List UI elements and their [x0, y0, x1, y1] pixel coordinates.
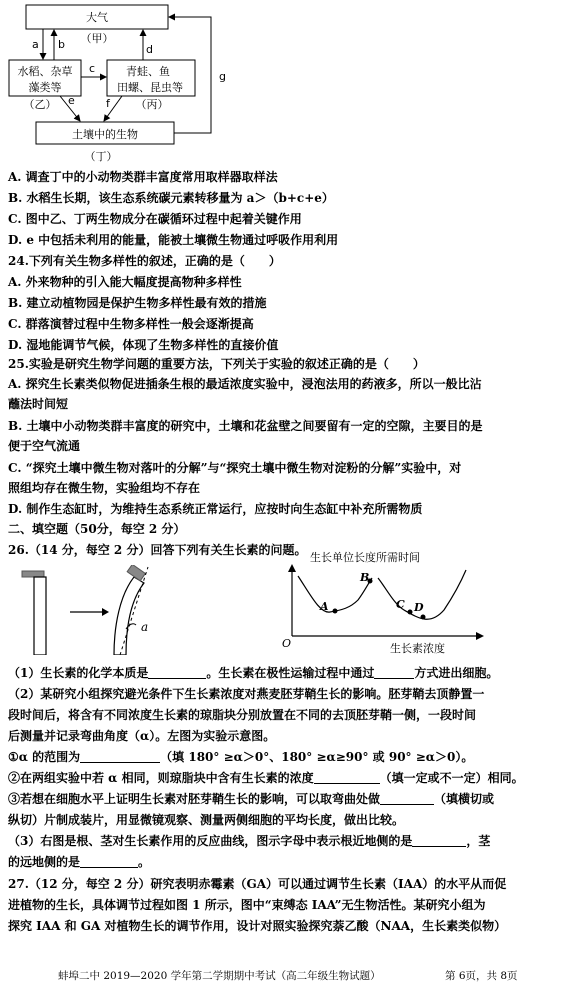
- answer-blank-alpha-range[interactable]: [80, 750, 160, 763]
- carbon-cycle-diagram: [0, 0, 260, 165]
- graph-y-axis-label: 生长单位长度所需时间: [310, 551, 420, 564]
- agar-block-left: [22, 571, 44, 577]
- q23-option-c: C. 图中乙、丁两生物成分在碳循环过程中起着关键作用: [8, 212, 302, 226]
- coleoptile-experiment-figure: [10, 565, 180, 655]
- atmosphere-tag: （甲）: [80, 32, 114, 45]
- q26-stem: 26.（14 分，每空 2 分）回答下列有关生长素的问题。: [8, 543, 307, 557]
- auxin-response-graph: [280, 548, 495, 658]
- graph-y-arrowhead: [288, 564, 296, 572]
- q26-sub1: [8, 750, 570, 765]
- graph-point-c: [408, 610, 413, 615]
- atmosphere-label: 大气: [86, 11, 108, 24]
- arrow-g: [169, 17, 211, 133]
- graph-point-c-label: C: [396, 598, 405, 611]
- q26-part3-text-d: 。: [138, 855, 151, 869]
- arrow-label-f: f: [106, 97, 110, 110]
- q26-sub1-text-a: ①α 的范围为: [8, 750, 81, 764]
- q26-part2-line3: 后测量并记录弯曲角度（α）。左图为实验示意图。: [8, 729, 276, 743]
- q26-sub2-text-b: （填一定或不一定）相同。: [379, 771, 524, 785]
- q25-option-c-line1: C. “探究土壤中微生物对落叶的分解”与“探究土壤中微生物对淀粉的分解”实验中，对: [8, 461, 462, 475]
- q26-part2-line1: （2）某研究小组探究避光条件下生长素浓度对燕麦胚芽鞘生长的影响。胚芽鞘去顶静置一: [8, 687, 485, 701]
- graph-origin-label: O: [282, 637, 292, 650]
- q25-option-b-line1: B. 土壤中小动物类群丰富度的研究中，土壤和花盆壁之间要留有一定的空隙，主要目的是: [8, 419, 483, 433]
- bent-coleoptile: [114, 577, 144, 655]
- straight-coleoptile: [34, 577, 46, 655]
- q24-option-c: C. 群落演替过程中生物多样性一般会逐渐提高: [8, 317, 254, 331]
- q26-part3-line2: [8, 855, 570, 870]
- q24-option-a: A. 外来物种的引入能大幅度提高物种多样性: [8, 275, 242, 289]
- consumers-tag: （丙）: [135, 98, 169, 111]
- graph-point-b-label: B: [360, 571, 370, 584]
- q24-option-b: B. 建立动植物园是保护生物多样性最有效的措施: [8, 296, 267, 310]
- arrow-label-c: c: [89, 62, 96, 75]
- q27-line2: 进植物的生长，具体调节过程如图 1 所示，图中“束缚态 IAA”无生物活性。某研究小组为: [8, 898, 486, 912]
- q25-option-d: D. 制作生态缸时，为维持生态系统正常运行，应按时向生态缸中补充所需物质: [8, 502, 423, 516]
- angle-alpha-label: a: [141, 620, 149, 634]
- q25-option-c-line2: 照组均存在微生物，实验组均不存在: [8, 481, 201, 495]
- q27-line3: 探究 IAA 和 GA 对植物生长的调节作用，设计对照实验探究萘乙酸（NAA，生长素类似物）: [8, 919, 507, 933]
- producers-label-2: 藻类等: [28, 81, 62, 94]
- arrow-label-e: e: [68, 94, 75, 107]
- producers-label-1: 水稻、杂草: [17, 65, 73, 78]
- q23-option-d: D. e 中包括未利用的能量，能被土壤微生物通过呼吸作用利用: [8, 233, 339, 247]
- soil-organisms-label: 土壤中的生物: [72, 128, 138, 141]
- answer-blank-section-type[interactable]: [380, 792, 434, 805]
- q26-part1-text-c: 方式进出细胞。: [414, 666, 499, 680]
- q25-option-a-line2: 蘸法时间短: [8, 397, 69, 411]
- q24-option-d: D. 湿地能调节气候，体现了生物多样性的直接价值: [8, 338, 279, 352]
- q26-sub1-text-b: （填 180° ≥α＞0°、180° ≥α≥90° 或 90° ≥α＞0）。: [160, 750, 474, 764]
- agar-block-right: [127, 565, 145, 581]
- q26-sub3: [8, 792, 570, 807]
- producers-tag: （乙）: [23, 98, 57, 111]
- q26-sub3-text-b: （填横切或: [434, 792, 495, 806]
- q26-part3: [8, 834, 570, 849]
- q26-sub2: [8, 771, 570, 786]
- footer-page-number: 第 6页，共 8页: [445, 970, 518, 982]
- q25-stem: 25.实验是研究生物学问题的重要方法，下列关于实验的叙述正确的是（ ）: [8, 357, 425, 371]
- q26-sub3-line2: 纵切）片制成装片，用显微镜观察、测量两侧细胞的平均长度，做出比较。: [8, 813, 405, 827]
- q26-part3-text-a: （3）右图是根、茎对生长素作用的反应曲线，图示字母中表示根近地侧的是: [8, 834, 413, 848]
- q26-part1: [8, 666, 570, 681]
- section-fill-in-heading: 二、填空题（50分，每空 2 分）: [8, 522, 186, 536]
- graph-point-d: [421, 615, 426, 620]
- q23-option-a: A. 调查丁中的小动物类群丰富度常用取样器取样法: [8, 170, 278, 184]
- soil-organisms-tag: （丁）: [84, 150, 118, 163]
- q25-option-b-line2: 便于空气流通: [8, 439, 81, 453]
- graph-point-a: [333, 609, 338, 614]
- consumers-label-1: 青蛙、鱼: [126, 65, 170, 78]
- graph-point-d-label: D: [414, 601, 424, 614]
- answer-blank-chemical-nature[interactable]: [148, 666, 206, 679]
- q26-part1-text-b: 。生长素在极性运输过程中通过: [206, 666, 375, 680]
- q26-sub3-text-a: ③若想在细胞水平上证明生长素对胚芽鞘生长的影响，可以取弯曲处做: [8, 792, 381, 806]
- q26-part2-line2: 段时间后，将含有不同浓度生长素的琼脂块分别放置在不同的去顶胚芽鞘一侧，一段时间: [8, 708, 477, 722]
- arrow-label-a: a: [32, 38, 39, 51]
- consumers-label-2: 田螺、昆虫等: [117, 81, 183, 94]
- graph-x-axis-label: 生长素浓度: [390, 642, 445, 655]
- q25-option-a-line1: A. 探究生长素类似物促进插条生根的最适浓度实验中，浸泡法用的药液多，所以一般比沾: [8, 377, 482, 391]
- q27-line1: 27.（12 分，每空 2 分）研究表明赤霉素（GA）可以通过调节生长素（IAA）的水平从而促: [8, 877, 507, 891]
- footer-exam-title: 蚌埠二中 2019—2020 学年第二学期期中考试（高二年级生物试题）: [58, 970, 381, 982]
- arrow-label-d: d: [146, 43, 153, 56]
- graph-point-a-label: A: [320, 600, 329, 613]
- answer-blank-concentration[interactable]: [314, 771, 380, 784]
- q26-part3-text-c: 的远地侧的是: [8, 855, 81, 869]
- answer-blank-transport-mode[interactable]: [374, 666, 414, 679]
- arrow-label-b: b: [58, 38, 65, 51]
- graph-x-arrowhead: [476, 632, 484, 640]
- arrow-label-g: g: [219, 70, 226, 83]
- answer-blank-root-near-side[interactable]: [412, 834, 466, 847]
- q26-sub2-text-a: ②在两组实验中若 α 相同，则琼脂块中含有生长素的浓度: [8, 771, 314, 785]
- process-arrow-head: [102, 608, 109, 616]
- answer-blank-stem-far-side[interactable]: [80, 855, 138, 868]
- q26-part3-text-b: ，茎: [466, 834, 491, 848]
- q24-stem: 24.下列有关生物多样性的叙述，正确的是（ ）: [8, 254, 281, 268]
- q26-part1-text-a: （1）生长素的化学本质是: [8, 666, 149, 680]
- q23-option-b: B. 水稻生长期，该生态系统碳元素转移量为 a＞（b+c+e）: [8, 191, 334, 205]
